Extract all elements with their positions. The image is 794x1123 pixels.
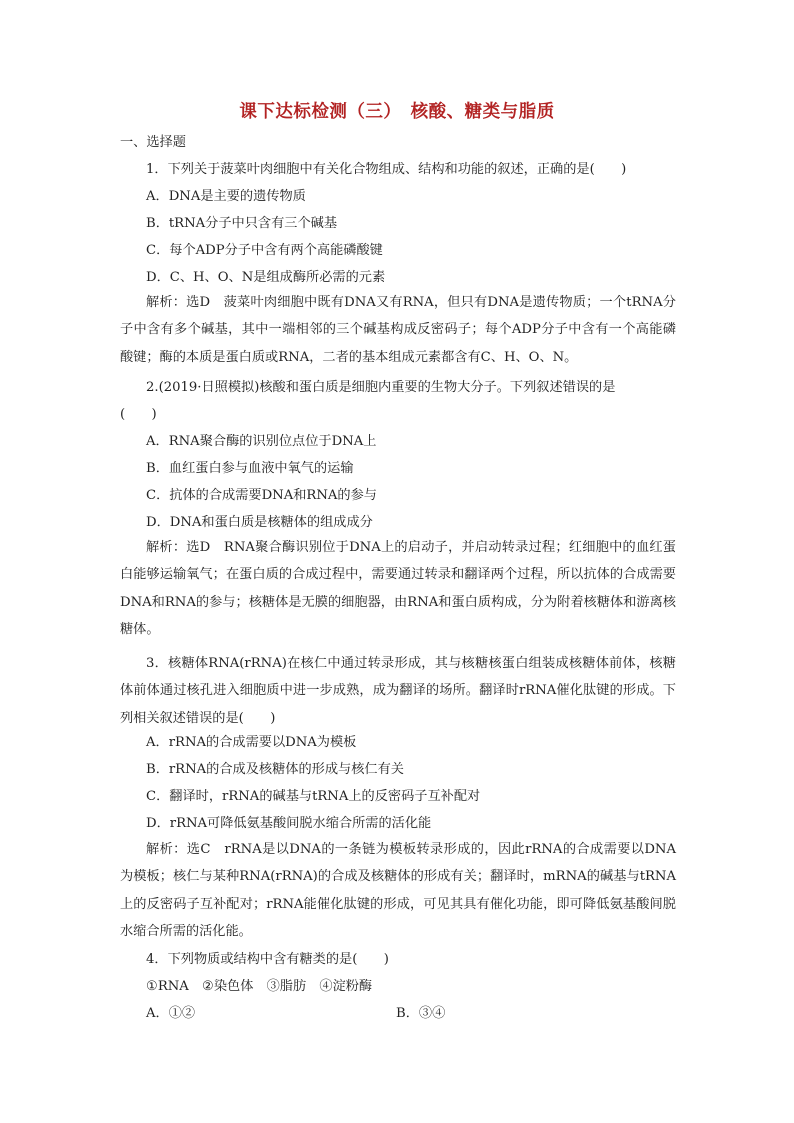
question-2-option-a: A．RNA聚合酶的识别位点位于DNA上 [146,434,377,449]
question-2-analysis: 解析：选D RNA聚合酶识别位于DNA上的启动子，并启动转录过程；红细胞中的血红蛋白能够运输氧气；在蛋白质的合成过程中，需要通过转录和翻译两个过程，所以抗体的合成需要DNA和RNA的参与；核糖体是无膜的细胞器，由RNA和蛋白质构成，分为附着核糖体和游离核糖体。 [120,540,676,638]
question-3-analysis: 解析：选C rRNA是以DNA的一条链为模板转录形成的，因此rRNA的合成需要以DNA为模板；核仁与某种RNA(rRNA)的合成及核糖体的形成有关；翻译时，mRNA的碱基与tRNA上的反密码子互补配对；rRNA能催化肽键的形成，可见其具有催化功能，即可降低氨基酸间脱水缩合所需的活化能。 [120,842,676,940]
question-3-option-b: B．rRNA的合成及核糖体的形成与核仁有关 [146,762,404,777]
question-1-stem: 1．下列关于菠菜叶肉细胞中有关化合物组成、结构和功能的叙述，正确的是( ) [146,162,627,177]
question-4-option-a: A．①② [146,1006,196,1021]
question-3-option-a: A．rRNA的合成需要以DNA为模板 [146,735,357,750]
question-3-option-c: C．翻译时，rRNA的碱基与tRNA上的反密码子互补配对 [146,789,481,804]
question-1-option-c: C．每个ADP分子中含有两个高能磷酸键 [146,243,383,258]
question-3-stem: 3．核糖体RNA(rRNA)在核仁中通过转录形成，其与核糖核蛋白组装成核糖体前体，核糖体前体通过核孔进入细胞质中进一步成熟，成为翻译的场所。翻译时rRNA催化肽键的形成。下列相关叙述错误的是( ) [120,656,676,726]
question-2-option-c: C．抗体的合成需要DNA和RNA的参与 [146,488,377,503]
question-3-option-d: D．rRNA可降低氨基酸间脱水缩合所需的活化能 [146,816,432,831]
question-2-stem-bracket: ( ) [120,407,157,422]
page-title: 课下达标检测（三） 核酸、糖类与脂质 [239,102,555,122]
question-4-option-b: B．③④ [396,1006,446,1021]
section-heading: 一、选择题 [120,135,186,150]
question-1-option-d: D．C、H、O、N是组成酶所必需的元素 [146,270,386,285]
question-4-items: ①RNA ②染色体 ③脂肪 ④淀粉酶 [146,979,373,994]
question-1-analysis: 解析：选D 菠菜叶肉细胞中既有DNA又有RNA，但只有DNA是遗传物质；一个tRNA分子中含有多个碱基，其中一端相邻的三个碱基构成反密码子；每个ADP分子中含有一个高能磷酸键；酶的本质是蛋白质或RNA，二者的基本组成元素都含有C、H、O、N。 [120,295,676,365]
question-1-option-a: A．DNA是主要的遗传物质 [146,189,306,204]
question-2-option-b: B．血红蛋白参与血液中氧气的运输 [146,461,354,476]
question-4-stem: 4．下列物质或结构中含有糖类的是( ) [146,952,389,967]
question-2-option-d: D．DNA和蛋白质是核糖体的组成成分 [146,515,373,530]
question-1-option-b: B．tRNA分子中只含有三个碱基 [146,216,338,231]
question-2-stem: 2.(2019·日照模拟)核酸和蛋白质是细胞内重要的生物大分子。下列叙述错误的是 [146,380,616,395]
